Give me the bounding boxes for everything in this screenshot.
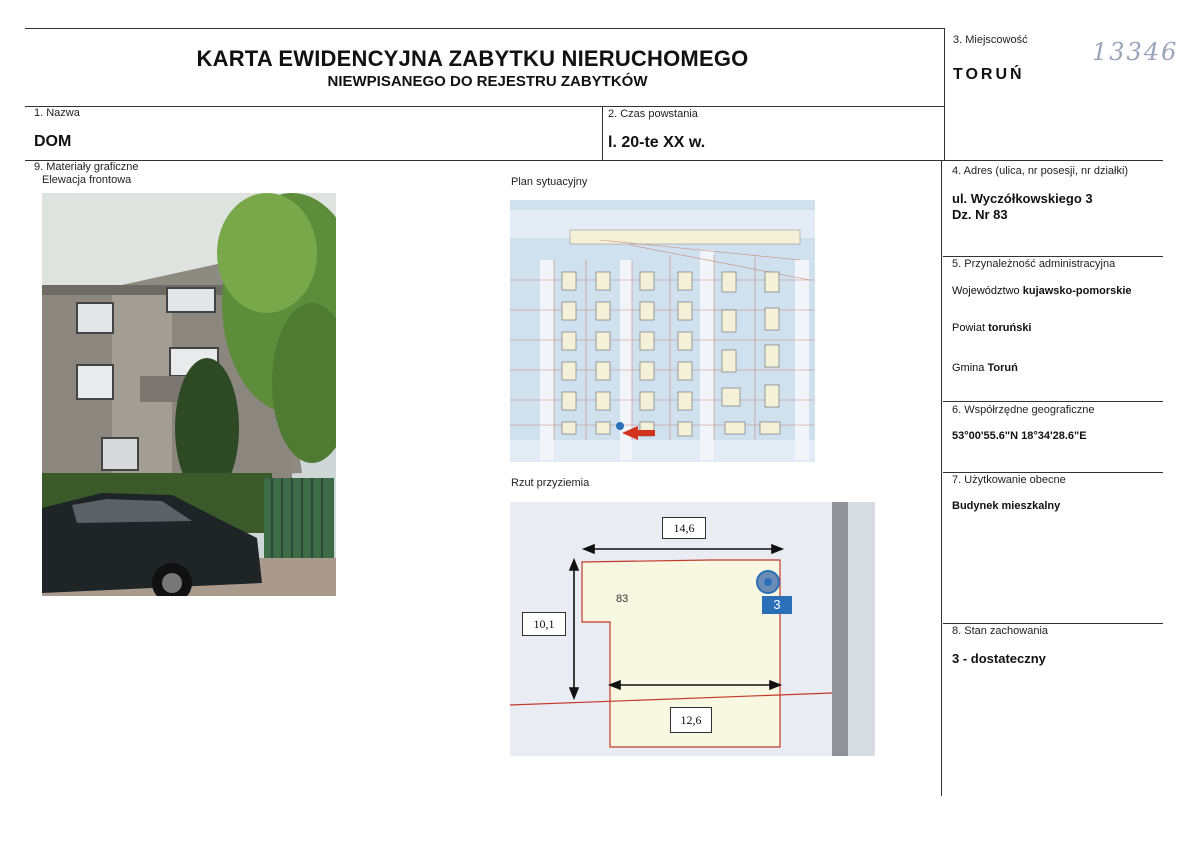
situation-map (510, 200, 815, 462)
stan-label: 8. Stan zachowania (952, 625, 1049, 637)
elewacja-label: Elewacja frontowa (42, 174, 132, 186)
top-dimension-box (662, 517, 706, 539)
section8-rule (943, 623, 1163, 624)
left-dimension-box (522, 612, 566, 636)
czas-value: l. 20-te XX w. (608, 134, 706, 151)
przynaleznosc-label: 5. Przynależność administracyjna (952, 258, 1116, 270)
name-time-divider (602, 106, 603, 160)
powiat-row (952, 322, 1032, 334)
section7-rule (943, 472, 1163, 473)
gmina-row (952, 362, 1018, 374)
wojewodztwo-prefix: Województwo (952, 285, 1020, 297)
materialy-label: 9. Materiały graficzne (34, 161, 139, 173)
gmina-prefix: Gmina (952, 362, 985, 374)
nazwa-label: 1. Nazwa (34, 107, 80, 119)
top-dimension-value: 14,6 (673, 521, 695, 535)
wspolrzedne-value: 53°00'55.6"N 18°34'28.6"E (952, 430, 1087, 442)
parcel-number: 83 (616, 593, 629, 605)
stan-value: 3 - dostateczny (952, 651, 1046, 666)
uzytkowanie-label: 7. Użytkowanie obecne (952, 474, 1066, 486)
miejscowosc-label: 3. Miejscowość (953, 34, 1028, 46)
right-column-divider-lower (941, 160, 942, 796)
wojewodztwo-value: kujawsko-pomorskie (1022, 285, 1132, 297)
ground-floor-plan (510, 502, 875, 756)
adres-label: 4. Adres (ulica, nr posesji, nr działki) (952, 165, 1129, 177)
handwritten-number: 13346 (1092, 38, 1179, 66)
plan-sytuacyjny-label: Plan sytuacyjny (511, 176, 588, 188)
document-title: KARTA EWIDENCYJNA ZABYTKU NIERUCHOMEGO (196, 46, 749, 71)
rzut-przyziemia-label: Rzut przyziemia (511, 477, 590, 489)
wojewodztwo-row (952, 285, 1132, 297)
section6-rule (943, 401, 1163, 402)
czas-label: 2. Czas powstania (608, 108, 698, 120)
section5-rule (943, 256, 1163, 257)
miejscowosc-value: TORUŃ (953, 66, 1025, 83)
document-subtitle: NIEWPISANEGO DO REJESTRU ZABYTKÓW (327, 73, 648, 90)
wspolrzedne-label: 6. Współrzędne geograficzne (952, 404, 1095, 416)
bottom-dimension-value: 12,6 (680, 713, 702, 727)
facade-photo (42, 193, 336, 596)
top-rule (25, 28, 945, 29)
gmina-value: Toruń (987, 362, 1018, 374)
powiat-value: toruński (988, 322, 1032, 334)
uzytkowanie-value: Budynek mieszkalny (952, 500, 1061, 512)
adres-line1: ul. Wyczółkowskiego 3 (952, 191, 1093, 206)
house-number-badge: 3 (773, 597, 781, 612)
nazwa-value: DOM (34, 133, 72, 150)
powiat-prefix: Powiat (952, 322, 986, 334)
name-bottom-rule (25, 160, 1163, 161)
bottom-dimension-box (670, 707, 712, 733)
left-dimension-value: 10,1 (533, 617, 555, 631)
adres-line2: Dz. Nr 83 (952, 207, 1008, 222)
header-bottom-rule (25, 106, 945, 107)
